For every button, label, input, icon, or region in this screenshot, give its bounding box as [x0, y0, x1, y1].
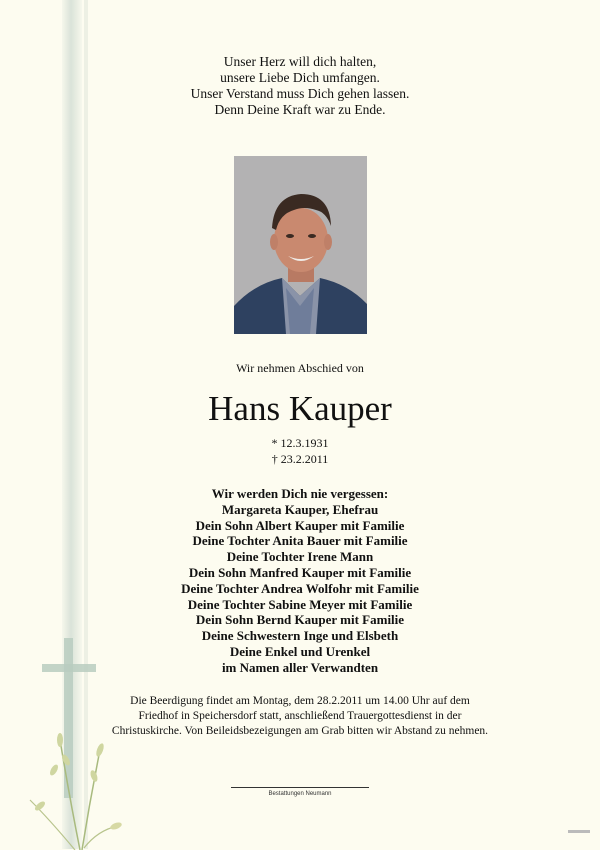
mourner-entry: Dein Sohn Bernd Kauper mit Familie: [195, 612, 405, 628]
funeral-line: Friedhof in Speichersdorf statt, anschließend Trauergottesdienst in der: [138, 710, 462, 722]
portrait-figure: [234, 156, 367, 334]
funeral-line: Die Beerdigung findet am Montag, dem 28.2.2011 um 14.00 Uhr auf dem: [130, 695, 470, 707]
divider-line: [231, 787, 369, 788]
poem-line: Unser Herz will dich halten,: [223, 54, 377, 69]
poem: [0, 54, 600, 118]
funeral-notice: [90, 694, 510, 739]
mourner-entry: Dein Sohn Manfred Kauper mit Familie: [188, 564, 412, 580]
mourner-entry: Deine Tochter Irene Mann: [226, 549, 374, 565]
funeral-line: Christuskirche. Von Beileidsbezeigungen am Grab bitten wir Abstand zu nehmen.: [111, 725, 489, 737]
mourner-entry: Deine Tochter Sabine Meyer mit Familie: [187, 596, 413, 612]
mourner-entry: Deine Tochter Andrea Wolfohr mit Familie: [181, 580, 419, 596]
poem-line: Denn Deine Kraft war zu Ende.: [214, 102, 386, 117]
mourner-entry: Dein Sohn Albert Kauper mit Familie: [195, 517, 405, 533]
printer-logo-icon: [568, 829, 590, 834]
mourners-heading: Wir werden Dich nie vergessen:: [211, 486, 389, 501]
mourner-entry: Margareta Kauper, Ehefrau: [221, 501, 379, 517]
deceased-name: Hans Kauper: [208, 389, 392, 428]
birth-date: * 12.3.1931: [271, 436, 329, 450]
mourner-entry: Deine Schwestern Inge und Elsbeth: [201, 628, 399, 644]
portrait-photo: [234, 156, 367, 334]
mourner-entry: Deine Enkel und Urenkel: [229, 643, 371, 659]
death-date: † 23.2.2011: [271, 452, 329, 466]
farewell-intro: Wir nehmen Abschied von: [236, 361, 364, 375]
corner-mark: [568, 829, 590, 836]
undertaker-name: Bestattungen Neumann: [268, 791, 332, 797]
poem-line: unsere Liebe Dich umfangen.: [220, 70, 380, 85]
mourner-entry: Deine Tochter Anita Bauer mit Familie: [192, 533, 408, 549]
life-dates: [0, 435, 600, 467]
mourner-entry: im Namen aller Verwandten: [221, 659, 379, 675]
poem-line: Unser Verstand muss Dich gehen lassen.: [190, 86, 410, 101]
